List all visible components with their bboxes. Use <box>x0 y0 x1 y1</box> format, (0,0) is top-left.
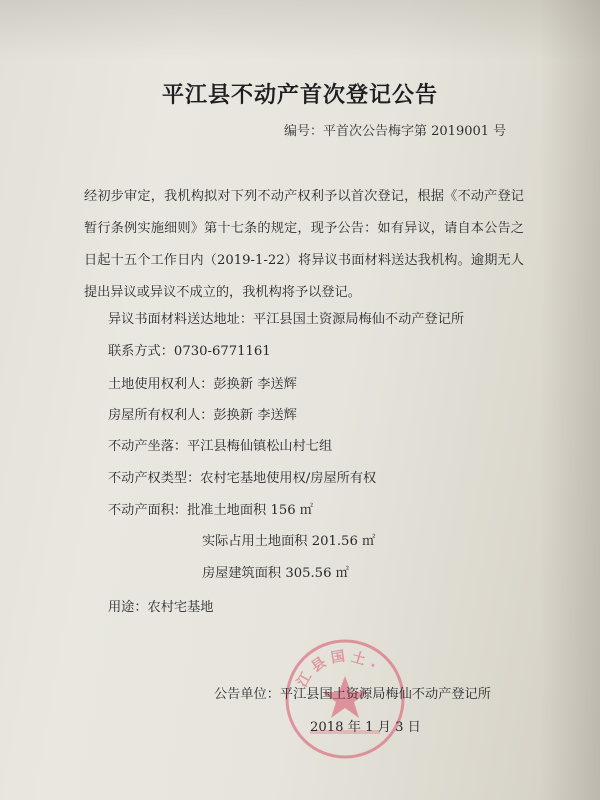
issuer: 公告单位：平江县国土资源局梅仙不动产登记所 <box>214 687 491 702</box>
objection-address: 异议书面材料送达地址：平江县国土资源局梅仙不动产登记所 <box>108 312 465 327</box>
issue-date: 2018 年 1 月 3 日 <box>310 720 421 735</box>
notice-body: 经初步审定，我机构拟对下列不动产权利予以首次登记，根据《不动产登记暂行条例实施细则》第十七条的规定，现予公告：如有异议，请自本公告之日起十五个工作日内（2019-1-22）将异议书面材料送达我机构。逾期无人提出异议或异议不成立的，我机构将予以登记。 <box>84 189 524 300</box>
usage: 用途：农村宅基地 <box>108 600 214 615</box>
area-occupied: 实际占用土地面积 201.56 ㎡ <box>202 534 376 549</box>
area-building: 房屋建筑面积 305.56 ㎡ <box>202 566 349 581</box>
paper-shadow-top <box>0 0 600 60</box>
contact-info: 联系方式：0730-6771161 <box>108 344 271 359</box>
property-location: 不动产坐落：平江县梅仙镇松山村七组 <box>108 439 333 454</box>
area-approved: 不动产面积：批准土地面积 156 ㎡ <box>108 503 313 518</box>
house-owner: 房屋所有权利人：彭换新 李送辉 <box>108 408 297 423</box>
right-type: 不动产权类型：农村宅基地使用权/房屋所有权 <box>108 471 377 486</box>
svg-text:江 县 国 土 ·: 江 县 国 土 · <box>294 648 380 690</box>
notice-title: 平江县不动产首次登记公告 <box>161 83 438 108</box>
paper-shadow-right <box>540 0 600 800</box>
notice-number: 编号：平首次公告梅字第 2019001 号 <box>284 124 507 139</box>
land-rights-holder: 土地使用权利人：彭换新 李送辉 <box>108 377 297 392</box>
